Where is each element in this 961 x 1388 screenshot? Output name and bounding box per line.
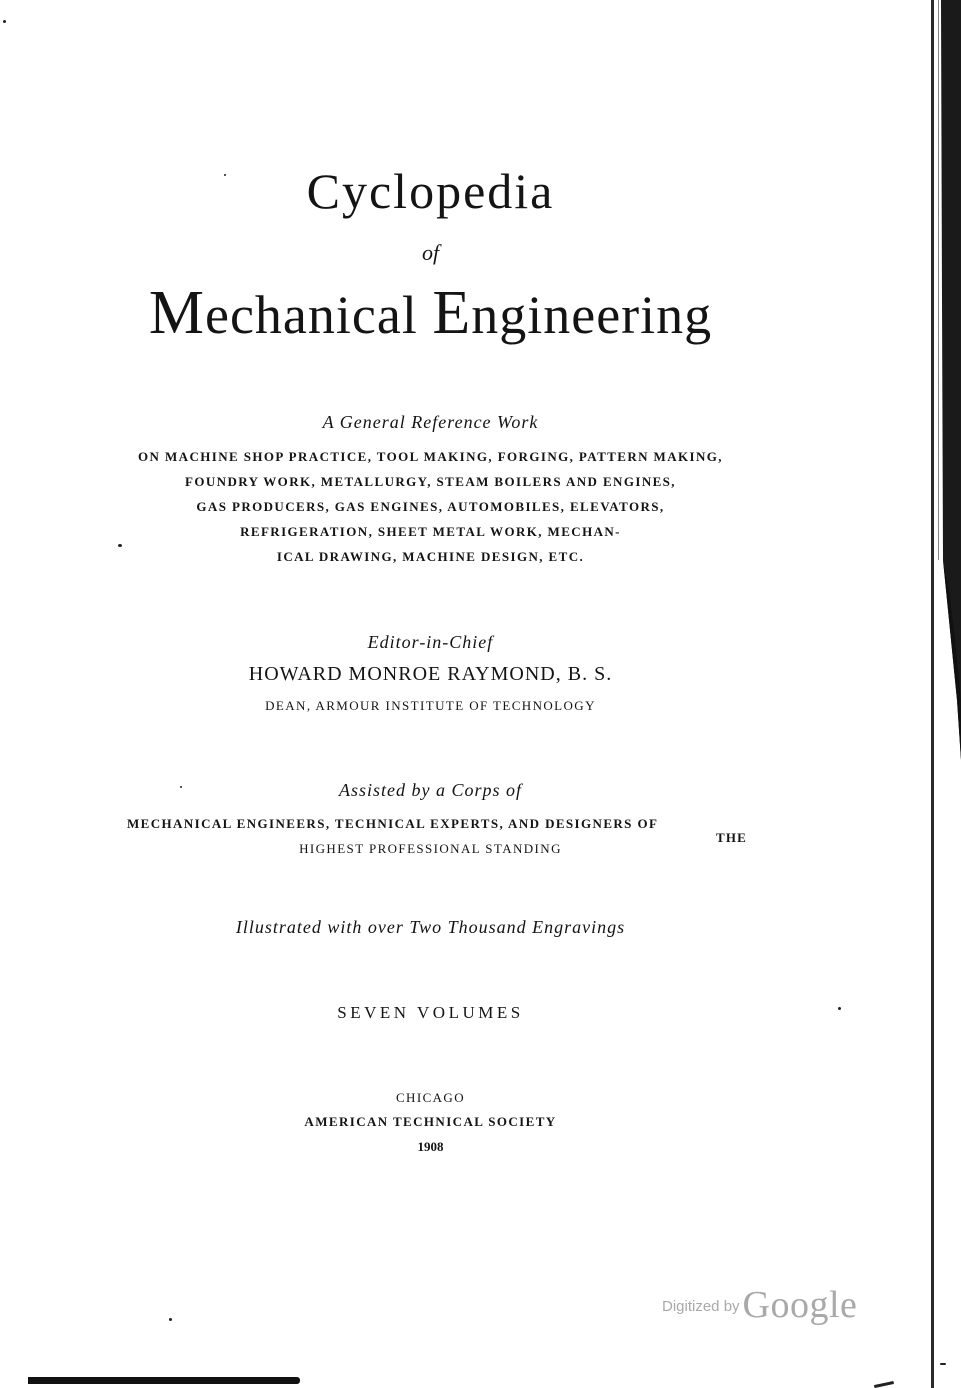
subtitle-heading: A General Reference Work — [322, 412, 539, 432]
editor-name: HOWARD MONROE RAYMOND, B. S. — [248, 663, 613, 685]
subtitle-line-2: FOUNDRY WORK, METALLURGY, STEAM BOILERS AND ENGINES, — [185, 474, 676, 489]
scan-speck — [180, 786, 182, 788]
scan-speck — [3, 20, 6, 23]
assistants-line-1: MECHANICAL ENGINEERS, TECHNICAL EXPERTS, AND DESIGNERS OF — [127, 816, 659, 831]
editor-position: DEAN, ARMOUR INSTITUTE OF TECHNOLOGY — [265, 698, 596, 713]
scan-speck — [940, 1363, 946, 1365]
subtitle-line-1: ON MACHINE SHOP PRACTICE, TOOL MAKING, FORGING, PATTERN MAKING, — [138, 449, 723, 464]
scan-speck — [169, 1318, 172, 1321]
subject-initial-e: E — [432, 279, 472, 347]
subtitle-line-5: ICAL DRAWING, MACHINE DESIGN, ETC. — [276, 549, 585, 564]
subtitle-line-3: GAS PRODUCERS, GAS ENGINES, AUTOMOBILES, ELEVATORS, — [196, 499, 665, 514]
watermark-prefix: Digitized by — [662, 1298, 740, 1315]
book-title: Cyclopedia — [306, 163, 555, 219]
imprint-city: CHICAGO — [395, 1090, 466, 1105]
scan-speck — [838, 1007, 841, 1010]
scan-speck — [224, 174, 226, 176]
digitized-watermark — [662, 1283, 857, 1327]
bottom-rule — [28, 1377, 300, 1384]
subject-word-engineering: ngineering — [471, 285, 713, 345]
subject-initial-m: M — [148, 279, 205, 347]
illustrations-note: Illustrated with over Two Thousand Engravings — [235, 917, 626, 937]
editor-heading: Editor-in-Chief — [367, 632, 494, 652]
assistants-heading: Assisted by a Corps of — [338, 780, 522, 800]
scan-speck — [874, 1381, 894, 1388]
watermark-brand: Google — [742, 1284, 858, 1326]
imprint-publisher: AMERICAN TECHNICAL SOCIETY — [304, 1114, 557, 1129]
scan-speck — [118, 544, 122, 547]
assistants-line-2: HIGHEST PROFESSIONAL STANDING — [299, 841, 562, 856]
book-subject — [0, 278, 861, 349]
subtitle-line-4: REFRIGERATION, SHEET METAL WORK, MECHAN- — [240, 524, 621, 539]
volume-count: SEVEN VOLUMES — [337, 1003, 524, 1022]
binding-edge — [929, 0, 961, 1388]
assistants-line-1-tail: THE — [716, 830, 748, 845]
title-connector: of — [421, 240, 440, 265]
imprint-year: 1908 — [417, 1139, 444, 1154]
subject-word-mechanical: echanical — [204, 285, 433, 345]
